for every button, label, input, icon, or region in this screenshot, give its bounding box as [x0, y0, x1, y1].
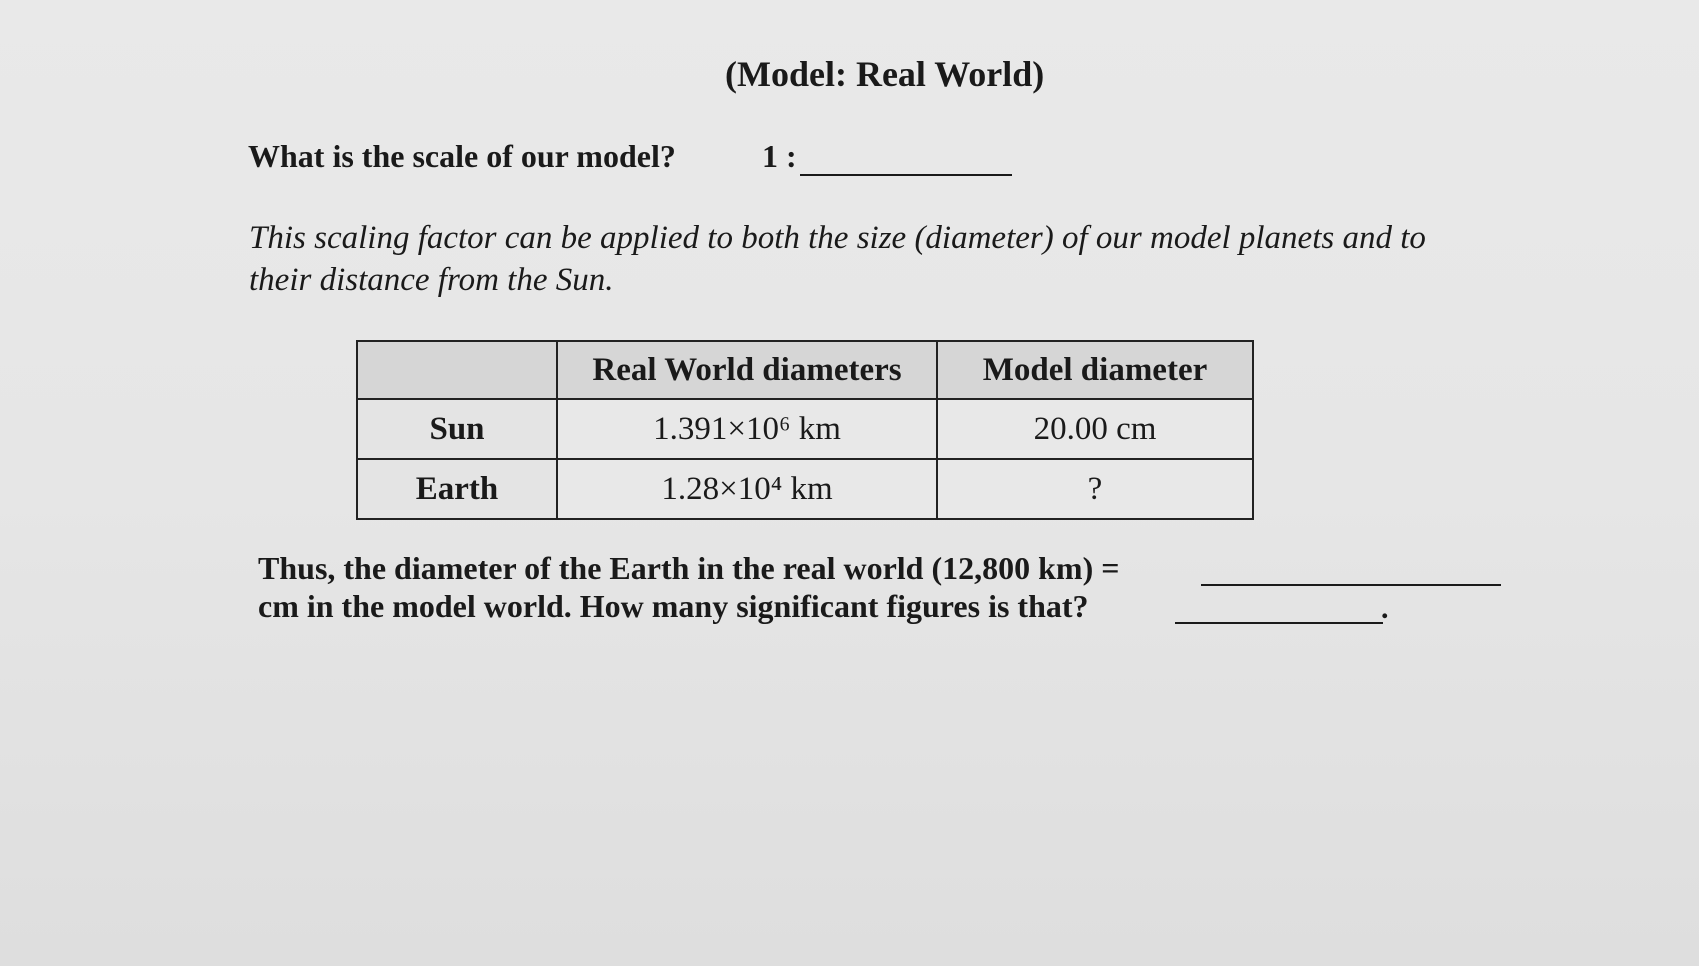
- sun-model-diameter: 20.00 cm: [937, 399, 1253, 459]
- scale-ratio-prefix: 1 :: [762, 138, 797, 174]
- table-row: [357, 399, 1253, 459]
- header-model: Model diameter: [937, 341, 1253, 399]
- scale-question: What is the scale of our model?: [248, 138, 676, 174]
- earth-model-question-line-1: Thus, the diameter of the Earth in the real world (12,800 km) =: [258, 550, 1120, 586]
- table-row: [357, 459, 1253, 519]
- earth-model-diameter: ?: [937, 459, 1253, 519]
- row-earth-label: Earth: [357, 459, 557, 519]
- sentence-period: .: [1381, 592, 1389, 625]
- sun-real-diameter: 1.391×10⁶ km: [557, 399, 937, 459]
- sig-figs-answer-blank[interactable]: [1175, 622, 1383, 624]
- header-real-world: Real World diameters: [557, 341, 937, 399]
- row-sun-label: Sun: [357, 399, 557, 459]
- header-blank: [357, 341, 557, 399]
- diameter-table: [356, 340, 1254, 520]
- earth-model-question-line-2: cm in the model world. How many significant figures is that?: [258, 588, 1089, 624]
- scaling-note-line-2: their distance from the Sun.: [249, 262, 614, 298]
- earth-model-answer-blank[interactable]: [1201, 584, 1501, 586]
- scale-answer-blank[interactable]: [800, 174, 1012, 176]
- earth-real-diameter: 1.28×10⁴ km: [557, 459, 937, 519]
- scaling-note-line-1: This scaling factor can be applied to both the size (diameter) of our model planets and to: [249, 220, 1426, 256]
- table-header-row: [357, 341, 1253, 399]
- page-title: (Model: Real World): [725, 54, 1045, 94]
